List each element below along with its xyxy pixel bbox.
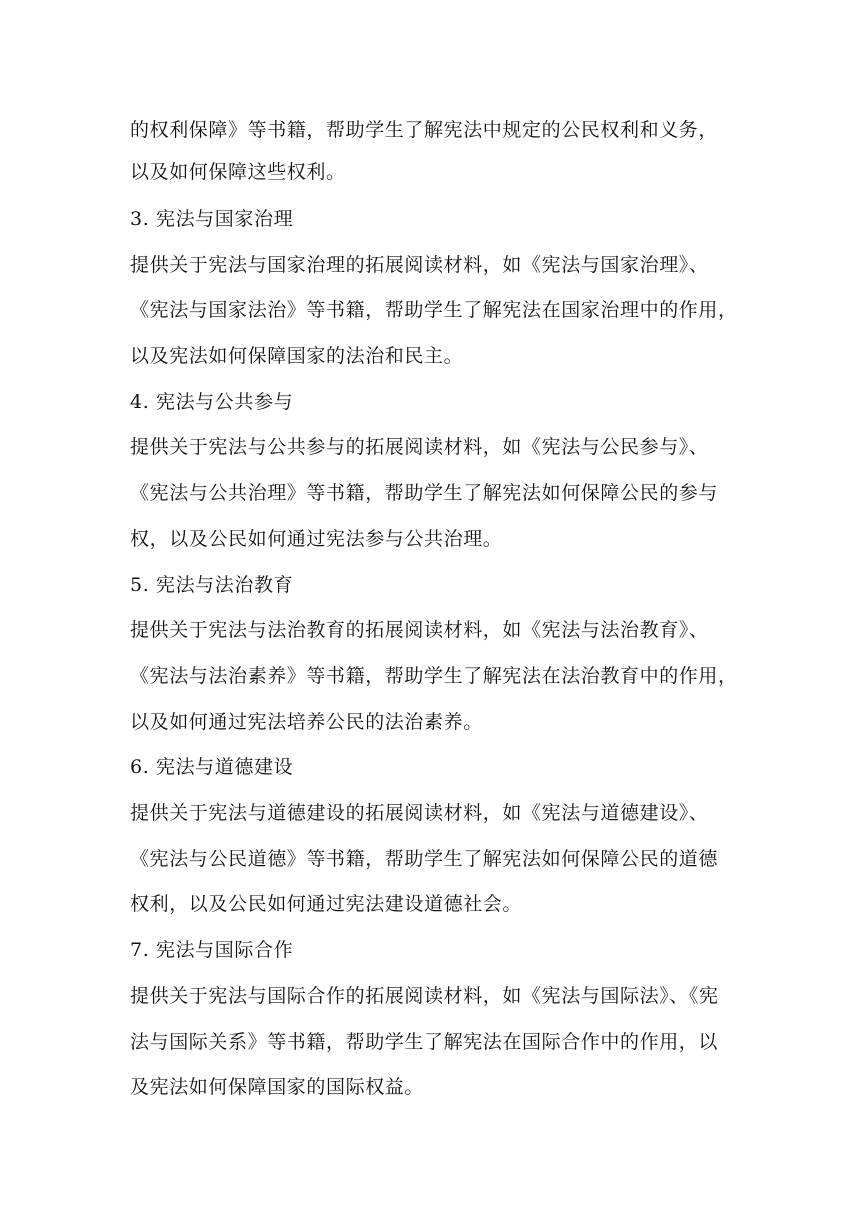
paragraph-line: 以及宪法如何保障国家的法治和民主。 bbox=[130, 345, 464, 367]
paragraph-line: 以及如何通过宪法培养公民的法治素养。 bbox=[130, 711, 483, 733]
section-heading-5: 5. 宪法与法治教育 bbox=[130, 574, 294, 596]
paragraph-line: 提供关于宪法与国家治理的拓展阅读材料，如《宪法与国家治理》、 bbox=[130, 254, 709, 276]
paragraph-line: 提供关于宪法与法治教育的拓展阅读材料，如《宪法与法治教育》、 bbox=[130, 619, 709, 641]
paragraph-line: 权利，以及公民如何通过宪法建设道德社会。 bbox=[130, 893, 523, 915]
paragraph-line: 《宪法与公共治理》等书籍，帮助学生了解宪法如何保障公民的参与 bbox=[130, 482, 719, 504]
section-heading-4: 4. 宪法与公共参与 bbox=[130, 391, 294, 413]
paragraph-line: 以及如何保障这些权利。 bbox=[130, 161, 346, 183]
paragraph-line: 提供关于宪法与公共参与的拓展阅读材料，如《宪法与公民参与》、 bbox=[130, 436, 709, 458]
paragraph-line: 的权利保障》等书籍，帮助学生了解宪法中规定的公民权利和义务， bbox=[130, 119, 719, 141]
paragraph-line: 提供关于宪法与道德建设的拓展阅读材料，如《宪法与道德建设》、 bbox=[130, 802, 709, 824]
section-heading-7: 7. 宪法与国际合作 bbox=[130, 939, 294, 961]
section-heading-3: 3. 宪法与国家治理 bbox=[130, 208, 294, 230]
paragraph-line: 法与国际关系》等书籍，帮助学生了解宪法在国际合作中的作用，以 bbox=[130, 1031, 719, 1053]
section-heading-6: 6. 宪法与道德建设 bbox=[130, 756, 294, 778]
paragraph-line: 提供关于宪法与国际合作的拓展阅读材料，如《宪法与国际法》、《宪 bbox=[130, 985, 719, 1007]
paragraph-line: 《宪法与法治素养》等书籍，帮助学生了解宪法在法治教育中的作用， bbox=[130, 665, 738, 687]
paragraph-line: 及宪法如何保障国家的国际权益。 bbox=[130, 1076, 425, 1098]
paragraph-line: 《宪法与国家法治》等书籍，帮助学生了解宪法在国家治理中的作用， bbox=[130, 299, 738, 321]
paragraph-line: 《宪法与公民道德》等书籍，帮助学生了解宪法如何保障公民的道德 bbox=[130, 848, 719, 870]
paragraph-line: 权，以及公民如何通过宪法参与公共治理。 bbox=[130, 528, 503, 550]
